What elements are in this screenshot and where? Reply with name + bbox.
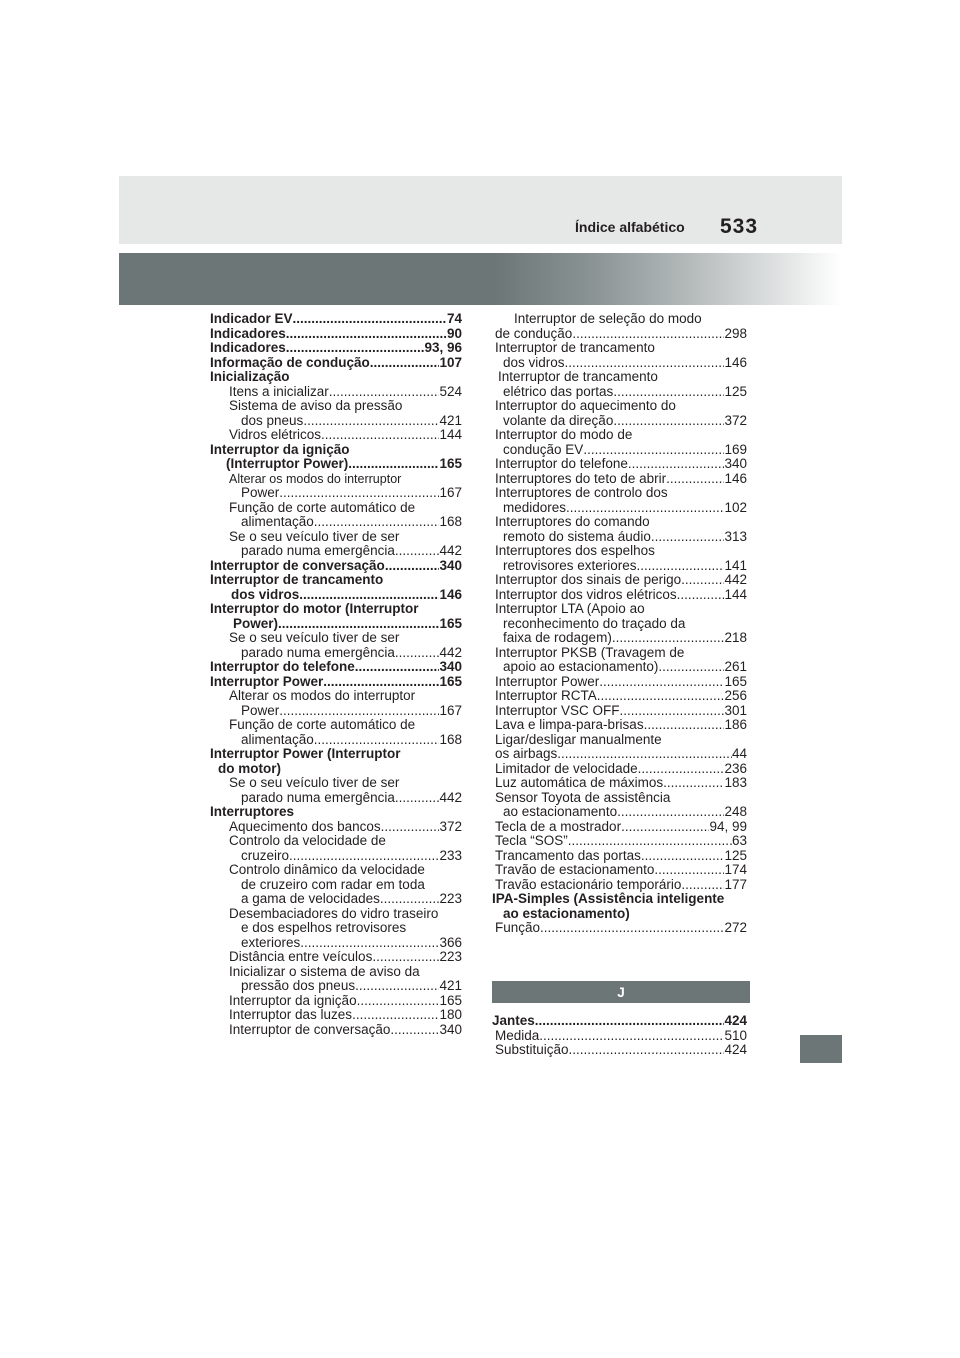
index-subentry: Limitador de velocidade ..... 236 <box>495 762 747 777</box>
decorative-band <box>119 253 842 305</box>
side-tab <box>800 1035 842 1063</box>
index-subentry: de condução ..... 298 <box>495 327 747 342</box>
index-heading: Interruptor de trancamento <box>210 572 384 587</box>
index-subentry: a gama de velocidades ..... 223 <box>210 892 462 907</box>
index-subentry: os airbags ..... 44 <box>495 747 747 762</box>
index-subentry-line: Interruptor LTA (Apoio ao <box>495 601 645 616</box>
index-subentry: Interruptor RCTA ..... 256 <box>495 689 747 704</box>
index-entry: Interruptor do telefone ..... 340 <box>210 660 462 675</box>
index-subentry-line: Função de corte automático de <box>229 499 416 515</box>
index-subentry: Interruptor do telefone ..... 340 <box>495 457 747 472</box>
index-subentry-line: Função de corte automático de <box>229 717 416 732</box>
index-subentry-line: Interruptor de trancamento <box>495 340 655 355</box>
index-subentry: Aquecimento dos bancos ..... 372 <box>210 820 462 835</box>
index-subentry: medidores ..... 102 <box>495 501 747 516</box>
index-subentry: Interruptor das luzes ..... 180 <box>210 1008 462 1023</box>
index-subentry: Vidros elétricos ..... 144 <box>210 428 462 443</box>
index-subentry: Interruptores do teto de abrir ..... 146 <box>495 472 747 487</box>
index-subentry-line: Se o seu veículo tiver de ser <box>229 528 400 544</box>
index-subentry: Medida ..... 510 <box>495 1029 747 1044</box>
index-subentry: parado numa emergência ..... 442 <box>210 791 462 806</box>
index-subentry: parado numa emergência ..... 442 <box>210 544 462 559</box>
index-subentry-line: Ligar/desligar manualmente <box>495 731 662 747</box>
index-subentry: Interruptor Power ..... 165 <box>495 675 747 690</box>
index-entry: Interruptor de conversação ..... 340 <box>210 559 462 574</box>
index-heading: Interruptor Power (Interruptor <box>210 746 401 761</box>
index-subentry: Função ..... 272 <box>495 921 747 936</box>
index-subentry: Travão estacionário temporário ..... 177 <box>495 878 747 893</box>
index-subentry: Distância entre veículos ..... 223 <box>210 950 462 965</box>
index-subentry: Lava e limpa-para-brisas ..... 186 <box>495 718 747 733</box>
index-subentry: exteriores ..... 366 <box>210 936 462 951</box>
index-column-left <box>210 312 462 1037</box>
index-subentry-line: Interruptores dos espelhos <box>495 543 655 558</box>
index-subentry: apoio ao estacionamento) ..... 261 <box>495 660 747 675</box>
index-entry: Interruptor Power ..... 165 <box>210 675 462 690</box>
index-heading: Interruptor do motor (Interruptor <box>210 601 419 616</box>
index-subentry: ao estacionamento ..... 248 <box>495 805 747 820</box>
index-subentry: Trancamento das portas ..... 125 <box>495 849 747 864</box>
index-subentry-line: Controlo da velocidade de <box>229 833 386 848</box>
index-subentry: cruzeiro ..... 233 <box>210 849 462 864</box>
index-subentry-line: Alterar os modos do interruptor <box>229 471 402 486</box>
index-subentry: Tecla “SOS” ..... 63 <box>495 834 747 849</box>
index-subentry: Substituição ..... 424 <box>495 1043 747 1058</box>
index-subentry: retrovisores exteriores ..... 141 <box>495 559 747 574</box>
index-subentry: Tecla de a mostrador ..... 94, 99 <box>495 820 747 835</box>
index-heading: IPA-Simples (Assistência inteligente <box>492 891 725 906</box>
index-subentry-line: Interruptor do modo de <box>495 427 633 442</box>
index-subentry-line: Desembaciadores do vidro traseiro <box>229 905 439 921</box>
index-subentry-line: Alterar os modos do interruptor <box>229 688 416 703</box>
index-subentry-line: Interruptor PKSB (Travagem de <box>495 644 685 660</box>
index-subentry: Power ..... 167 <box>210 486 462 501</box>
index-subentry-line: Interruptores de controlo dos <box>495 485 668 500</box>
index-subentry-line: Interruptor de trancamento <box>498 369 658 384</box>
index-subentry: Interruptor da ignição ..... 165 <box>210 994 462 1009</box>
index-entry: Power) ..... 165 <box>210 617 462 632</box>
index-subentry: Power ..... 167 <box>210 704 462 719</box>
index-subentry: Interruptor dos sinais de perigo ..... 442 <box>495 573 747 588</box>
index-heading: Inicialização <box>210 369 290 384</box>
index-entry: Informação de condução ..... 107 <box>210 356 462 371</box>
header-title: Índice alfabético <box>575 219 685 235</box>
page-number: 533 <box>720 215 759 238</box>
index-entry: Indicadores ..... 93, 96 <box>210 341 462 356</box>
index-subentry: Itens a inicializar ..... 524 <box>210 385 462 400</box>
index-section-j <box>492 1013 747 1058</box>
index-subentry: Luz automática de máximos ..... 183 <box>495 776 747 791</box>
index-subentry: pressão dos pneus ..... 421 <box>210 979 462 994</box>
index-heading: Interruptores <box>210 804 295 819</box>
index-subentry-line: Interruptor do aquecimento do <box>495 398 676 413</box>
index-heading: ao estacionamento) <box>503 905 630 921</box>
index-subentry: Interruptor de conversação ..... 340 <box>210 1023 462 1038</box>
index-subentry: parado numa emergência ..... 442 <box>210 646 462 661</box>
index-subentry: alimentação ..... 168 <box>210 515 462 530</box>
index-subentry: condução EV ..... 169 <box>495 443 747 458</box>
index-heading: do motor) <box>218 760 281 776</box>
index-subentry-line: Sistema de aviso da pressão <box>229 398 403 413</box>
index-entry: Jantes ..... 424 <box>492 1014 747 1029</box>
section-header-j: J <box>492 981 750 1003</box>
index-heading: Interruptor da ignição <box>210 441 350 457</box>
index-subentry: Interruptor dos vidros elétricos ..... 144 <box>495 588 747 603</box>
index-subentry: Interruptor VSC OFF ..... 301 <box>495 704 747 719</box>
index-subentry-line: Inicializar o sistema de aviso da <box>229 963 420 979</box>
index-subentry-line: reconhecimento do traçado da <box>503 615 686 631</box>
index-entry: (Interruptor Power) ..... 165 <box>210 457 462 472</box>
index-subentry: alimentação ..... 168 <box>210 733 462 748</box>
index-entry: dos vidros ..... 146 <box>210 588 462 603</box>
index-subentry: elétrico das portas ..... 125 <box>495 385 747 400</box>
index-column-right <box>492 311 747 936</box>
index-entry: Indicador EV ..... 74 <box>210 312 462 327</box>
index-subentry-line: Sensor Toyota de assistência <box>495 789 671 805</box>
index-entry: Indicadores ..... 90 <box>210 327 462 342</box>
index-subentry-line: Se o seu veículo tiver de ser <box>229 630 400 645</box>
index-subentry-line: de cruzeiro com radar em toda <box>241 876 425 892</box>
index-subentry-line: Controlo dinâmico da velocidade <box>229 862 425 877</box>
index-subentry: remoto do sistema áudio ..... 313 <box>495 530 747 545</box>
index-subentry: dos vidros ..... 146 <box>495 356 747 371</box>
index-subentry: Travão de estacionamento ..... 174 <box>495 863 747 878</box>
index-subentry: volante da direção ..... 372 <box>495 414 747 429</box>
index-subentry-line: Interruptor de seleção do modo <box>514 311 702 326</box>
index-subentry: dos pneus ..... 421 <box>210 414 462 429</box>
index-subentry-line: e dos espelhos retrovisores <box>241 920 407 935</box>
index-subentry: faixa de rodagem) ..... 218 <box>495 631 747 646</box>
index-subentry-line: Se o seu veículo tiver de ser <box>229 775 400 790</box>
index-subentry-line: Interruptores do comando <box>495 514 650 529</box>
